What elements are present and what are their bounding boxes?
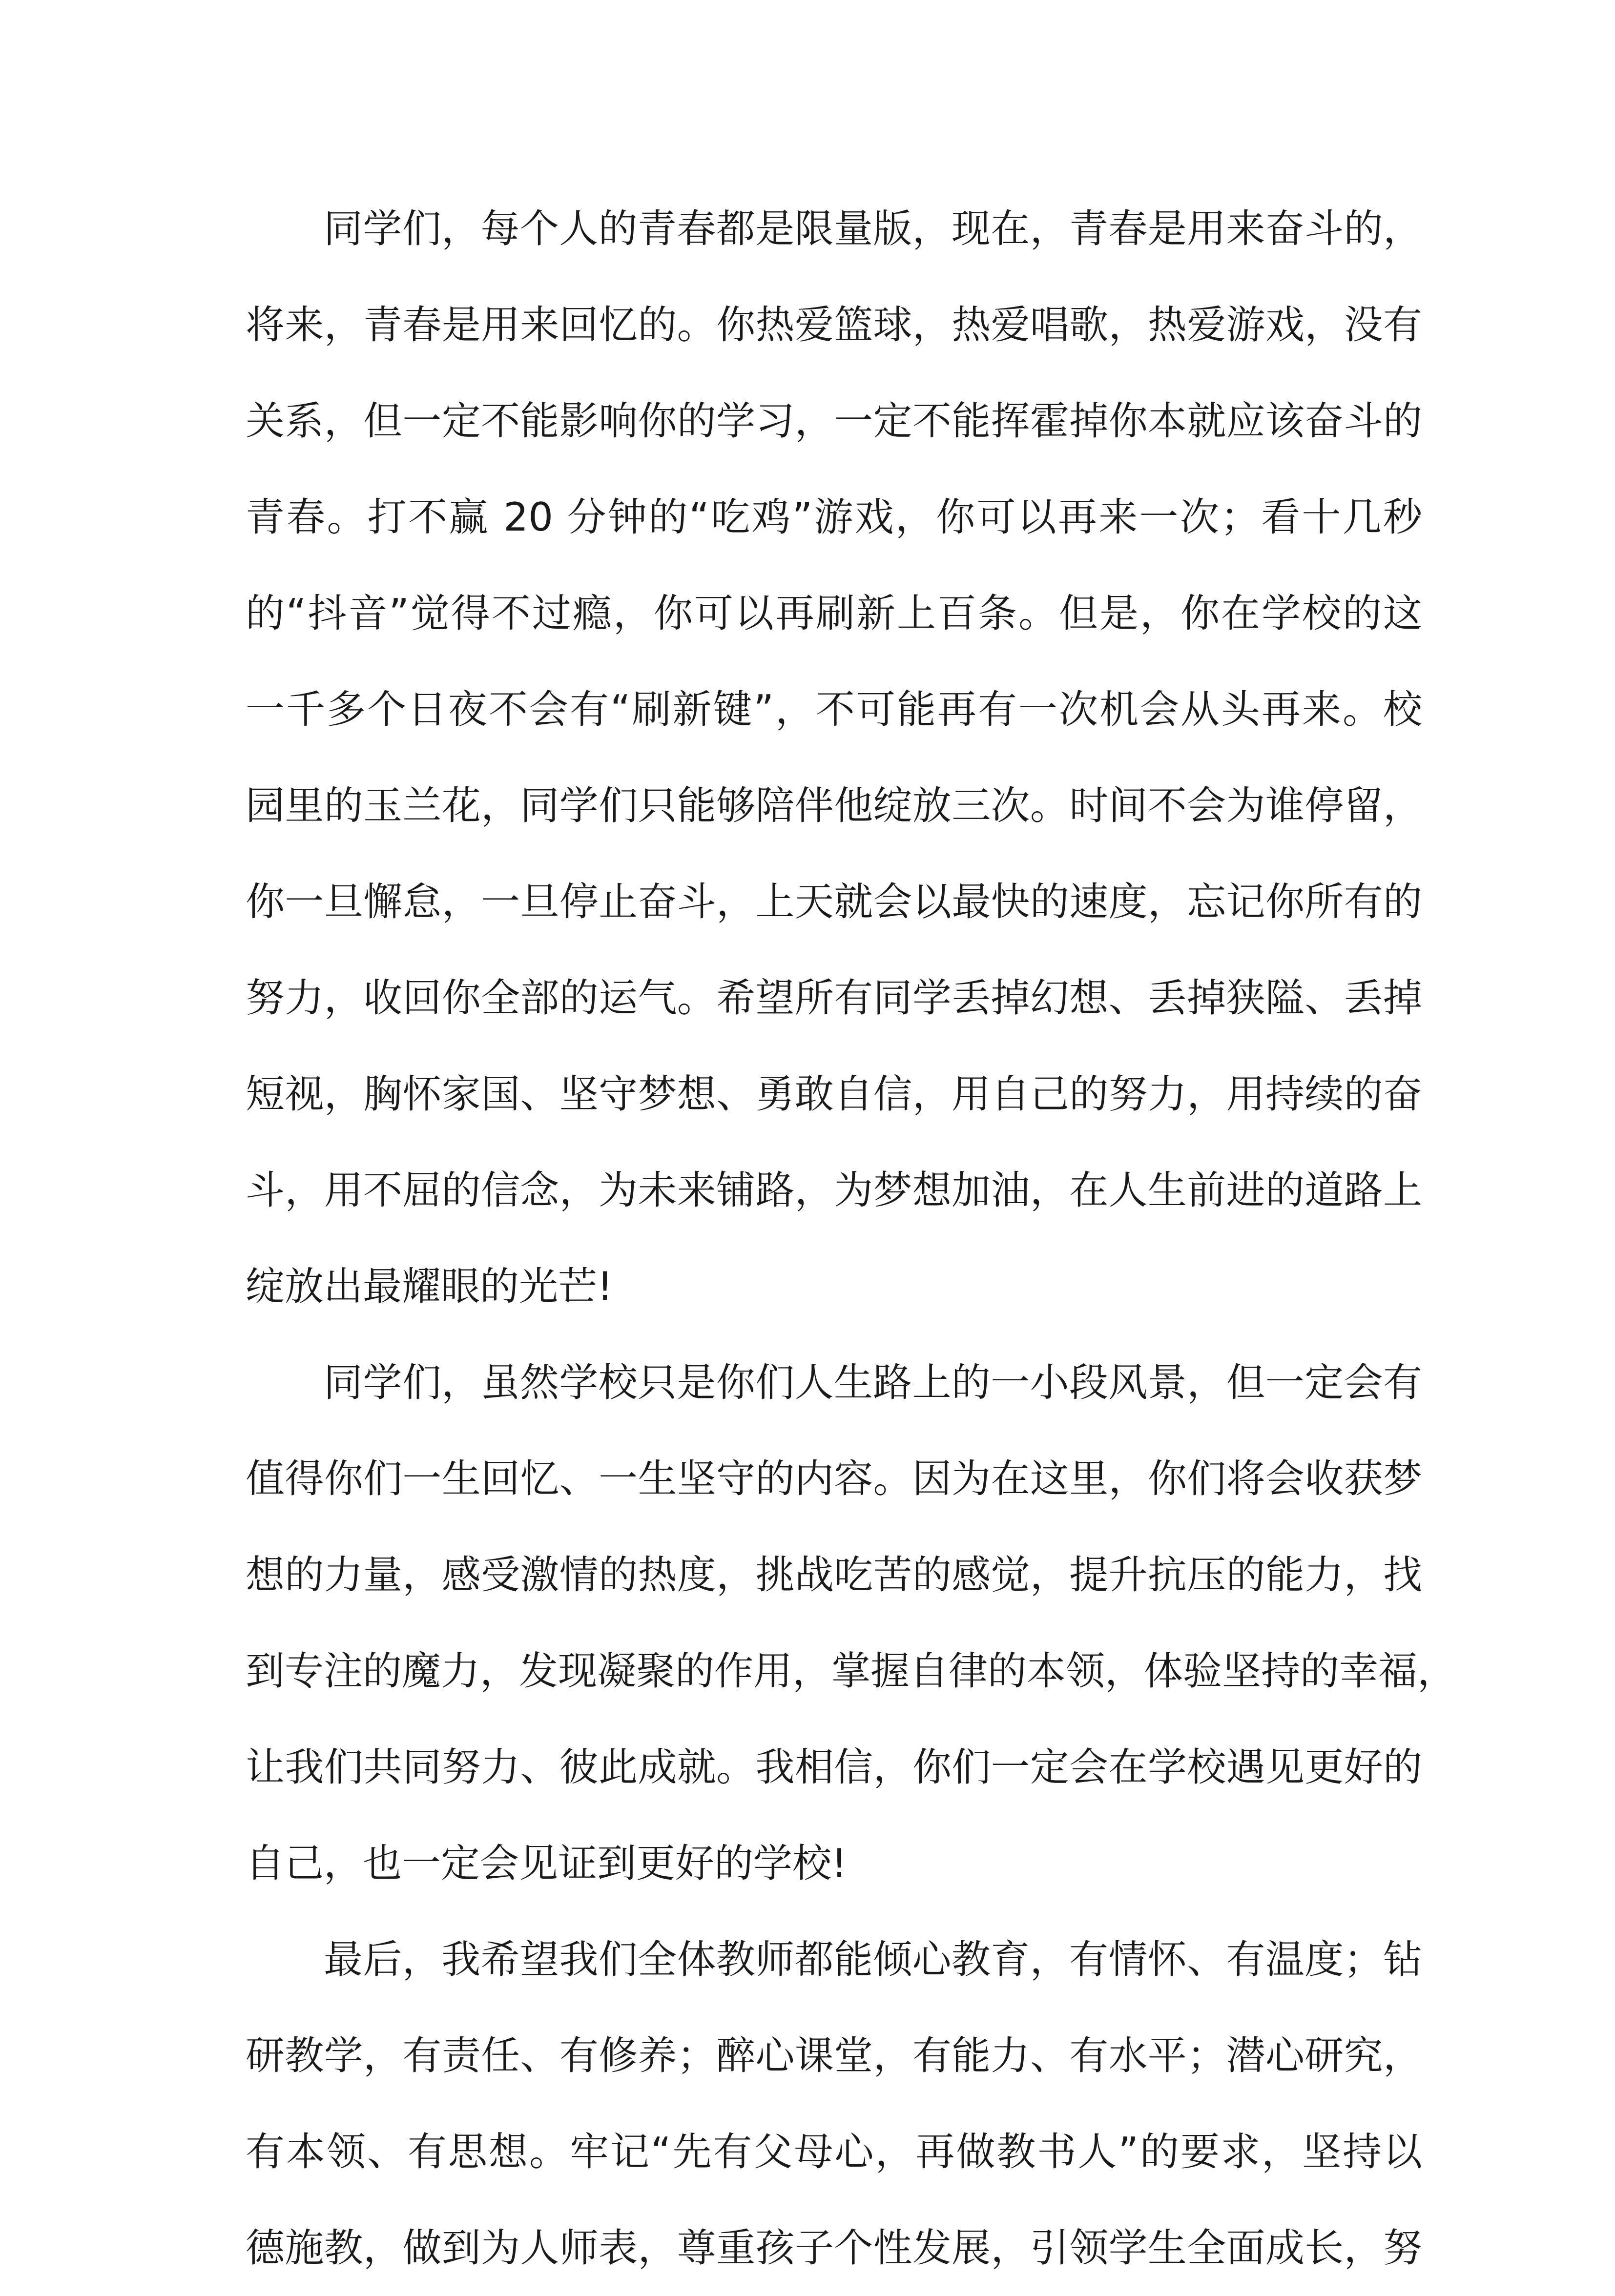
paragraph-line: 想的力量，感受激情的热度，挑战吃苦的感觉，提升抗压的能力，找 (246, 1552, 1422, 1598)
paragraph-line: 努力，收回你全部的运气。希望所有同学丢掉幻想、丢掉狭隘、丢掉 (246, 975, 1422, 1021)
paragraph (246, 1334, 1456, 1911)
paragraph-line: 园里的玉兰花，同学们只能够陪伴他绽放三次。时间不会为谁停留， (246, 783, 1422, 828)
paragraph-line: 德施教，做到为人师表，尊重孩子个性发展，引领学生全面成长，努 (246, 2225, 1422, 2271)
paragraph (246, 1911, 1422, 2296)
paragraph-line: 的“抖音”觉得不过瘾，你可以再刷新上百条。但是，你在学校的这 (246, 591, 1422, 636)
paragraph-line: 有本领、有思想。牢记“先有父母心，再做教书人”的要求，坚持以 (246, 2129, 1422, 2174)
paragraph-line: 短视，胸怀家国、坚守梦想、勇敢自信，用自己的努力，用持续的奋 (246, 1071, 1422, 1117)
paragraph-line: 一千多个日夜不会有“刷新键”，不可能再有一次机会从头再来。校 (246, 687, 1422, 732)
paragraph-line: 斗，用不屈的信念，为未来铺路，为梦想加油，在人生前进的道路上 (246, 1168, 1422, 1213)
paragraph-line: 研教学，有责任、有修养；醉心课堂，有能力、有水平；潜心研究， (246, 2033, 1422, 2078)
paragraph-line: 你一旦懈怠，一旦停止奋斗，上天就会以最快的速度，忘记你所有的 (246, 879, 1422, 924)
paragraph-line: 值得你们一生回忆、一生坚守的内容。因为在这里，你们将会收获梦 (246, 1456, 1422, 1501)
paragraph-line: 将来，青春是用来回忆的。你热爱篮球，热爱唱歌，热爱游戏，没有 (246, 302, 1422, 348)
paragraph-line: 青春。打不赢 20 分钟的“吃鸡”游戏，你可以再来一次；看十几秒 (246, 494, 1422, 540)
paragraph (246, 181, 1422, 1334)
paragraph-line: 绽放出最耀眼的光芒! (246, 1264, 613, 1309)
paragraph-line: 同学们，每个人的青春都是限量版，现在，青春是用来奋斗的， (324, 206, 1422, 251)
paragraph-line: 让我们共同努力、彼此成就。我相信，你们一定会在学校遇见更好的 (246, 1744, 1422, 1790)
paragraph-line: 同学们，虽然学校只是你们人生路上的一小段风景，但一定会有 (324, 1360, 1422, 1405)
document-body (246, 181, 1456, 2296)
paragraph-line: 到专注的魔力，发现凝聚的作用，掌握自律的本领，体验坚持的幸福， (246, 1648, 1456, 1694)
paragraph-line: 自己，也一定会见证到更好的学校! (246, 1841, 848, 1886)
paragraph-line: 关系，但一定不能影响你的学习，一定不能挥霍掉你本就应该奋斗的 (246, 398, 1422, 444)
paragraph-line: 最后，我希望我们全体教师都能倾心教育，有情怀、有温度；钻 (324, 1937, 1422, 1982)
